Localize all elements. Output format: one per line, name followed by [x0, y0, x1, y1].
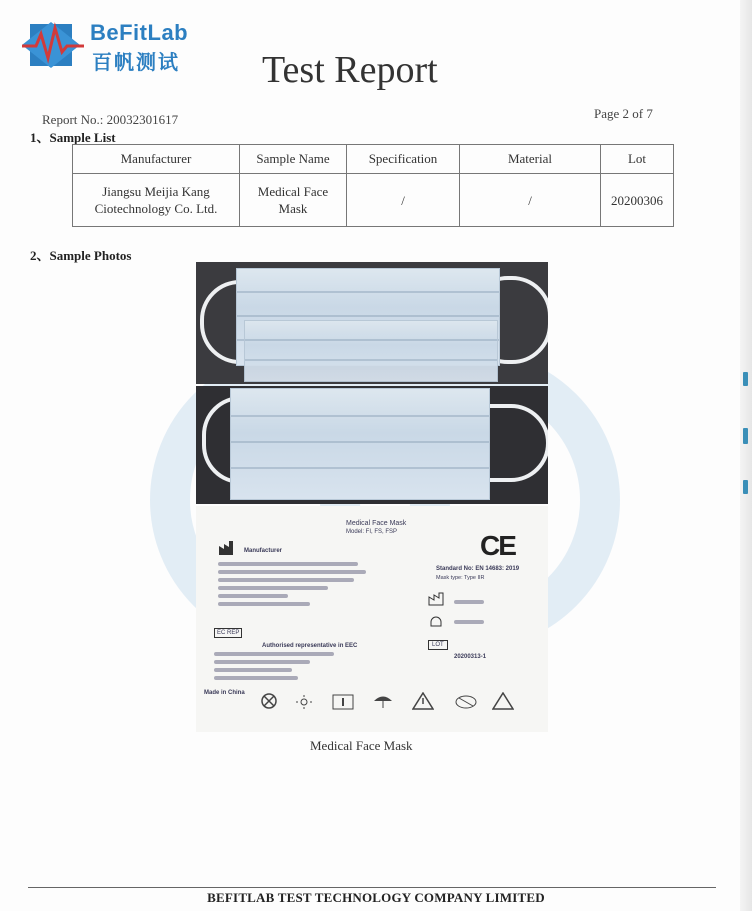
heartbeat-logo-icon — [22, 22, 84, 68]
label-model: Model: FI, FS, FSP — [346, 529, 398, 535]
label-text-line — [218, 570, 366, 574]
label-lot-number: 20200313-1 — [454, 654, 487, 660]
label-made-in: Made in China — [204, 690, 245, 696]
label-text-line — [218, 586, 328, 590]
table-row — [73, 174, 674, 227]
label-text-line — [214, 668, 292, 672]
keep-away-from-sunlight-icon — [294, 694, 314, 710]
column-header: Specification — [347, 145, 460, 174]
consult-instructions-icon — [332, 694, 354, 710]
mask-pleat — [231, 441, 489, 443]
label-text-line — [218, 562, 358, 566]
lot-symbol: LOT — [428, 640, 448, 650]
edge-marker — [743, 372, 748, 386]
humidity-limit-icon — [492, 692, 514, 710]
face-mask — [244, 320, 498, 382]
report-title: Test Report — [262, 49, 438, 91]
mask-pleat — [237, 315, 499, 317]
logo-name-en: BeFitLab — [90, 20, 189, 45]
label-text-line — [214, 652, 334, 656]
table-cell: 20200306 — [601, 174, 674, 227]
photo-caption: Medical Face Mask — [310, 738, 413, 753]
label-text-line — [218, 578, 354, 582]
mask-pleat — [231, 415, 489, 417]
ce-mark: CE — [480, 530, 515, 561]
caution-icon — [412, 692, 434, 710]
table-header-row — [73, 145, 674, 174]
logo-name-cn: 百帆测试 — [92, 50, 180, 74]
manufacture-date-icon — [428, 592, 448, 606]
report-number: Report No.: 20032301617 — [42, 112, 179, 127]
table-cell: Medical Face Mask — [240, 174, 347, 227]
label-text-line — [454, 600, 484, 604]
do-not-use-if-damaged-icon — [454, 694, 478, 710]
sample-photo-back — [196, 386, 548, 504]
edge-marker — [743, 428, 748, 444]
section-heading-sample-list: 1、Sample List — [30, 130, 116, 145]
column-header: Material — [460, 145, 601, 174]
face-mask — [230, 388, 490, 500]
label-manufacturer: Manufacturer — [244, 548, 283, 554]
section-heading-sample-photos: 2、Sample Photos — [30, 248, 132, 263]
label-standard: Standard No: EN 14683: 2019 — [436, 566, 520, 572]
keep-dry-icon — [372, 694, 394, 710]
single-use-icon — [260, 692, 278, 710]
table-cell: / — [347, 174, 460, 227]
label-text-line — [218, 594, 288, 598]
column-header: Sample Name — [240, 145, 347, 174]
mask-pleat — [231, 467, 489, 469]
page-edge-shadow — [740, 0, 752, 911]
table-cell: Jiangsu Meijia Kang Ciotechnology Co. Ltd. — [73, 174, 240, 227]
label-text-line — [214, 660, 310, 664]
label-text-line — [454, 620, 484, 624]
factory-icon — [218, 540, 240, 556]
table-cell: / — [460, 174, 601, 227]
column-header: Lot — [601, 145, 674, 174]
mask-pleat — [237, 291, 499, 293]
company-logo — [22, 20, 222, 72]
mask-pleat — [245, 359, 497, 361]
mask-pleat — [245, 339, 497, 341]
label-text-line — [214, 676, 298, 680]
label-authorised-rep: Authorised representative in EEC — [262, 643, 358, 649]
column-header: Manufacturer — [73, 145, 240, 174]
expiry-date-icon — [428, 612, 444, 628]
footer-company-name: BEFITLAB TEST TECHNOLOGY COMPANY LIMITED — [207, 890, 545, 905]
label-mask-type: Mask type: Type IIR — [436, 575, 485, 581]
footer-divider — [28, 887, 716, 888]
page-number: Page 2 of 7 — [594, 106, 653, 121]
label-product-name: Medical Face Mask — [346, 520, 407, 527]
label-text-line — [218, 602, 310, 606]
edge-marker — [743, 480, 748, 494]
sample-photo-front — [196, 262, 548, 384]
sample-photo-label — [196, 506, 548, 732]
ec-rep-symbol: EC REP — [214, 628, 242, 638]
sample-list-table — [72, 144, 674, 227]
